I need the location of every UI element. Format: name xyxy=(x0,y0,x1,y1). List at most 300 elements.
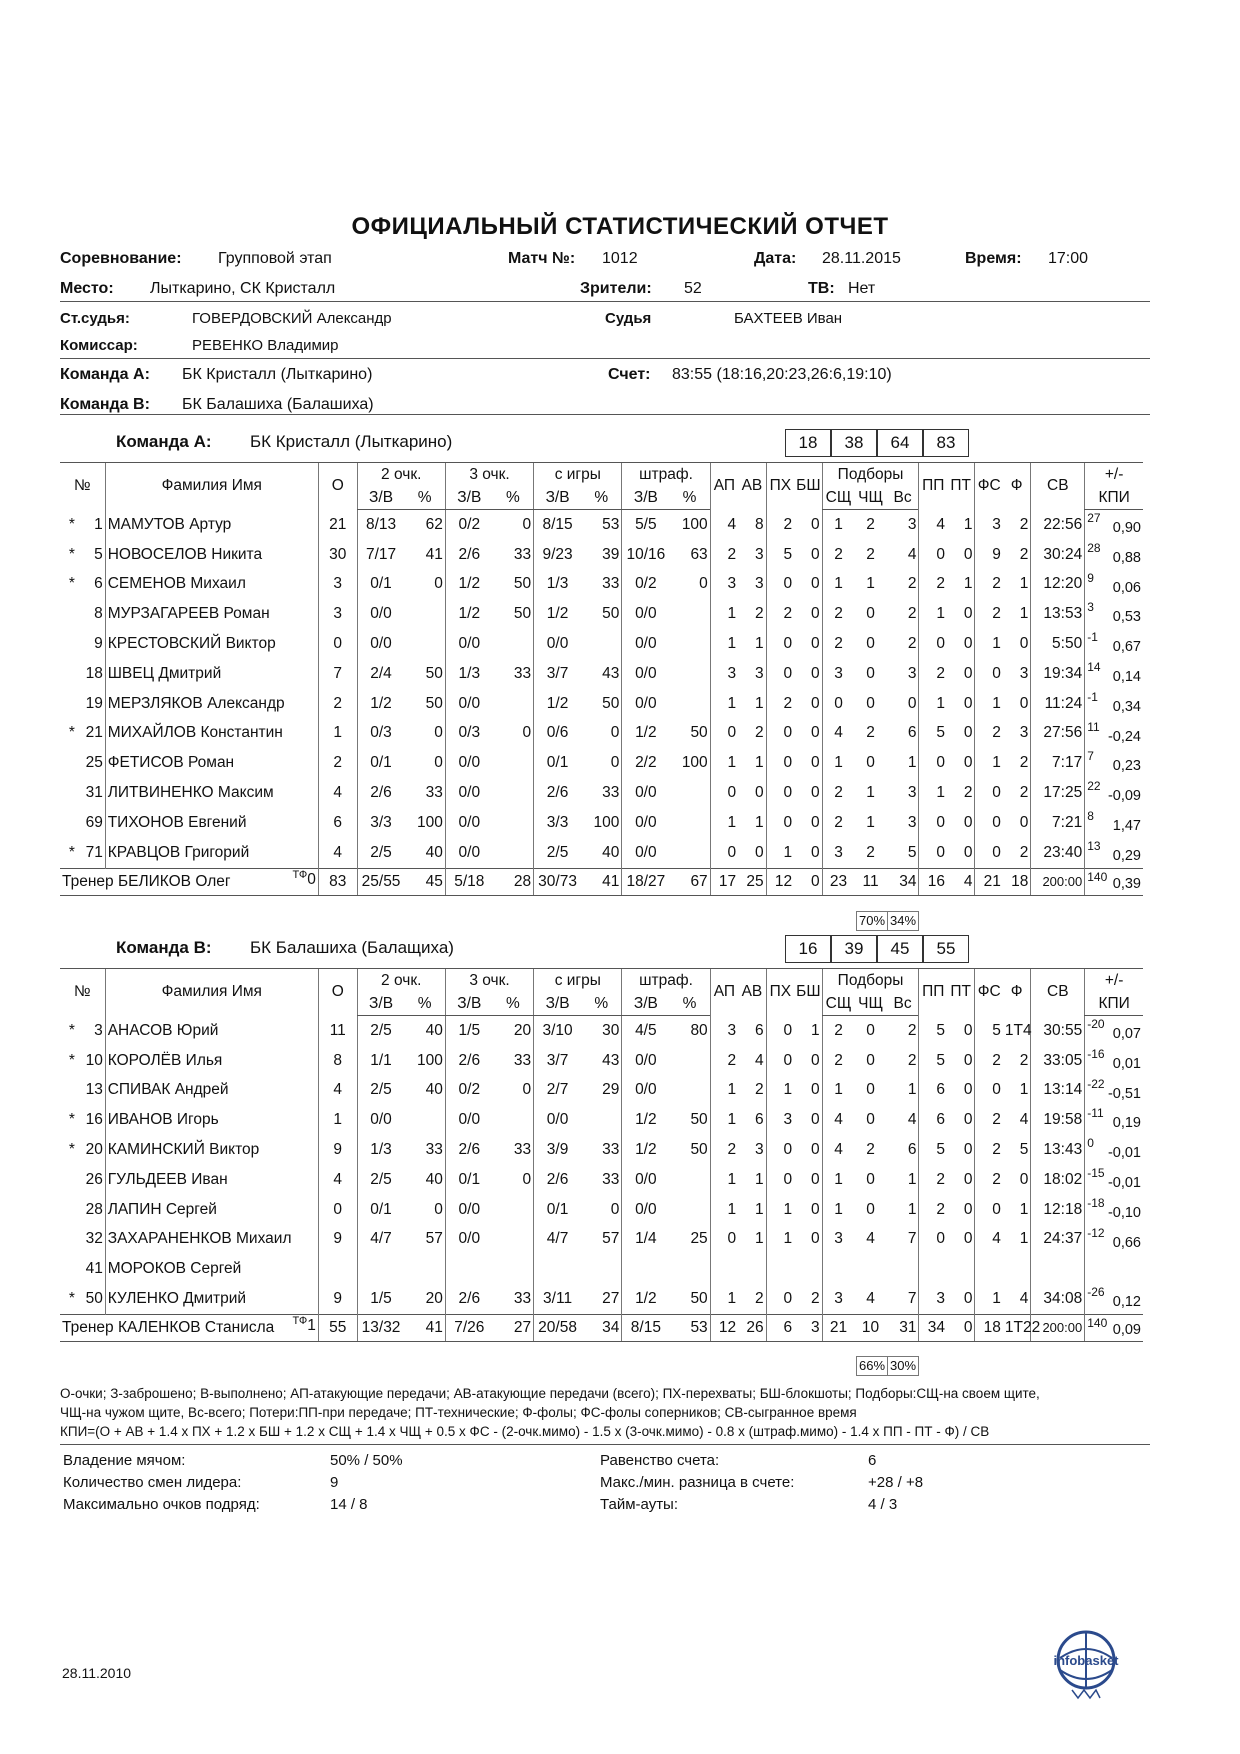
player-tov-pass: 4 xyxy=(919,510,947,540)
player-dreb: 1 xyxy=(822,1195,854,1225)
player-points: 11 xyxy=(318,1016,357,1046)
player-pf: 4 xyxy=(1019,1111,1029,1129)
player-3pt-pct xyxy=(493,778,534,808)
total-ast-all: 26 xyxy=(738,1314,766,1341)
player-tov-pass: 2 xyxy=(919,659,947,689)
player-ast: 0 xyxy=(710,838,738,868)
player-row xyxy=(60,689,1143,719)
player-2pt-pct: 40 xyxy=(425,1021,443,1039)
player-ft: 1/2 xyxy=(622,719,669,749)
total-fg-pct: 41 xyxy=(581,868,622,895)
player-minutes: 17:25 xyxy=(1031,778,1085,808)
player-number: 32 xyxy=(85,1230,103,1248)
player-oreb xyxy=(854,1254,886,1284)
player-ft-pct: 100 xyxy=(681,754,708,772)
player-oreb: 1 xyxy=(866,575,875,593)
starter-mark xyxy=(60,1225,84,1255)
player-treb: 0 xyxy=(907,694,917,712)
player-kpi: 0,12 xyxy=(1112,1294,1141,1311)
total-ast: 17 xyxy=(710,868,738,895)
player-fg: 4/7 xyxy=(534,1225,581,1255)
player-points xyxy=(318,1254,357,1284)
player-name: МЕРЗЛЯКОВ Александр xyxy=(105,689,318,719)
player-ft: 1/4 xyxy=(622,1225,669,1255)
player-fg: 8/15 xyxy=(534,510,581,540)
starter-mark: * xyxy=(68,545,75,563)
player-number: 71 xyxy=(85,843,103,861)
player-blk: 0 xyxy=(811,784,820,802)
player-ast-all: 2 xyxy=(755,724,764,742)
player-dreb: 2 xyxy=(822,540,854,570)
player-points: 9 xyxy=(318,1284,357,1314)
player-kpi: 0,07 xyxy=(1112,1026,1141,1042)
player-dreb: 1 xyxy=(822,570,854,600)
player-tov-tech: 0 xyxy=(963,1230,973,1248)
player-2pt: 1/2 xyxy=(357,689,404,719)
player-points: 4 xyxy=(318,838,357,868)
player-oreb: 0 xyxy=(866,694,875,712)
player-blk: 0 xyxy=(811,1200,820,1218)
player-minutes: 19:58 xyxy=(1031,1105,1085,1135)
player-3pt: 2/6 xyxy=(445,540,492,570)
player-ast: 1 xyxy=(710,808,738,838)
starter-mark: * xyxy=(68,1111,75,1129)
player-fg-pct: 33 xyxy=(602,575,620,593)
player-fg: 2/6 xyxy=(534,778,581,808)
team-b-q3: 45 xyxy=(877,935,923,963)
player-ast: 1 xyxy=(710,1076,738,1106)
total-kpi: 0,39 xyxy=(1112,875,1141,892)
player-3pt-pct xyxy=(493,1225,534,1255)
player-treb: 1 xyxy=(907,1081,917,1099)
player-fg-pct: 39 xyxy=(602,545,620,563)
player-row xyxy=(60,659,1143,689)
total-dreb: 21 xyxy=(822,1314,854,1341)
col-treb: Вс xyxy=(887,486,919,510)
player-2pt-pct: 0 xyxy=(434,724,443,742)
col-fg: с игры xyxy=(534,463,622,487)
player-pm-kpi xyxy=(1085,1076,1143,1106)
player-number: 16 xyxy=(85,1111,103,1129)
player-row xyxy=(60,1135,1143,1165)
player-points: 2 xyxy=(318,748,357,778)
player-ft: 0/2 xyxy=(622,570,669,600)
player-3pt-pct xyxy=(493,838,534,868)
player-ast: 4 xyxy=(710,510,738,540)
player-number: 28 xyxy=(85,1200,103,1218)
col-tov-tech: ПТ xyxy=(947,463,975,510)
place-label: Место: xyxy=(60,280,114,297)
starter-mark xyxy=(60,689,84,719)
player-2pt: 2/6 xyxy=(357,778,404,808)
player-row xyxy=(60,1284,1143,1314)
player-treb: 4 xyxy=(907,545,917,563)
legend-line-3: КПИ=(О + АВ + 1.4 x ПХ + 1.2 x БШ + 1.2 x СЩ + 1.4 x ЧЩ + 0.5 x ФС - (2-очк.мимо) - 1.5 x (3-очк.мимо) - 0.8 x (штраф.мимо) - 1.4 x ПП - ПТ - Ф) / СВ xyxy=(60,1424,990,1439)
legend-divider xyxy=(60,1444,1150,1445)
player-pm-kpi xyxy=(1085,1165,1143,1195)
player-3pt-pct xyxy=(493,629,534,659)
player-stl: 0 xyxy=(766,659,794,689)
player-tov-tech: 1 xyxy=(963,515,973,533)
player-3pt: 1/3 xyxy=(445,659,492,689)
player-oreb: 0 xyxy=(866,1021,875,1039)
player-name: ГУЛЬДЕЕВ Иван xyxy=(105,1165,318,1195)
player-pm-kpi xyxy=(1085,748,1143,778)
player-plus-minus: -1 xyxy=(1087,630,1098,645)
time-value: 17:00 xyxy=(1048,250,1089,267)
player-fd: 0 xyxy=(975,1076,1003,1106)
player-fd: 5 xyxy=(975,1016,1003,1046)
col-min: СВ xyxy=(1031,969,1085,1016)
player-name: ЗАХАРАНЕНКОВ Михаил xyxy=(105,1225,318,1255)
team-a-value: БК Кристалл (Лыткарино) xyxy=(182,366,373,383)
player-tov-tech: 0 xyxy=(963,605,973,623)
player-tov-tech: 0 xyxy=(963,813,973,831)
col-stl: ПХ xyxy=(766,969,794,1016)
total-3pt: 5/18 xyxy=(445,868,492,895)
date-value: 28.11.2015 xyxy=(822,250,901,267)
player-plus-minus: 3 xyxy=(1087,600,1094,615)
player-dreb: 2 xyxy=(822,629,854,659)
player-pf: 1 xyxy=(1019,1200,1029,1218)
player-oreb: 0 xyxy=(866,1170,875,1188)
player-fg: 0/1 xyxy=(534,748,581,778)
player-pm-kpi xyxy=(1085,689,1143,719)
col-dreb: СЩ xyxy=(822,992,854,1016)
player-dreb: 2 xyxy=(822,808,854,838)
player-stl: 0 xyxy=(766,1284,794,1314)
player-ft-pct: 50 xyxy=(690,1290,708,1308)
player-minutes: 12:20 xyxy=(1031,570,1085,600)
player-2pt: 2/5 xyxy=(357,1076,404,1106)
player-name: ШВЕЦ Дмитрий xyxy=(105,659,318,689)
player-ft xyxy=(622,1254,669,1284)
player-row xyxy=(60,629,1143,659)
player-stl: 2 xyxy=(766,510,794,540)
col-three-made: З/В xyxy=(445,486,492,510)
player-fg: 3/7 xyxy=(534,659,581,689)
player-pm-kpi xyxy=(1085,629,1143,659)
player-2pt-pct xyxy=(404,599,445,629)
player-kpi: 0,06 xyxy=(1112,579,1141,596)
col-pts: О xyxy=(318,463,357,510)
player-3pt-pct: 33 xyxy=(513,1051,532,1069)
player-dreb: 1 xyxy=(822,1076,854,1106)
starter-mark xyxy=(60,778,84,808)
player-treb: 2 xyxy=(907,1051,917,1069)
player-fg: 2/7 xyxy=(534,1076,581,1106)
player-minutes: 7:17 xyxy=(1031,748,1085,778)
team-a-label: Команда А: xyxy=(60,366,150,383)
player-2pt-pct: 62 xyxy=(425,515,443,533)
player-ft: 0/0 xyxy=(622,778,669,808)
player-dreb: 0 xyxy=(822,689,854,719)
starter-mark xyxy=(60,808,84,838)
player-2pt: 1/5 xyxy=(357,1284,404,1314)
player-2pt-pct: 33 xyxy=(425,1141,443,1159)
infobasket-logo xyxy=(1050,1620,1122,1705)
player-ast: 1 xyxy=(710,1195,738,1225)
player-row xyxy=(60,1165,1143,1195)
player-blk: 0 xyxy=(811,515,820,533)
player-pm-kpi xyxy=(1085,570,1143,600)
player-fg-pct: 43 xyxy=(602,664,620,682)
player-plus-minus: -12 xyxy=(1087,1225,1105,1240)
total-blk: 3 xyxy=(794,1314,822,1341)
col-two: 2 очк. xyxy=(357,463,445,487)
player-ft: 0/0 xyxy=(622,808,669,838)
player-blk: 0 xyxy=(811,1170,820,1188)
total-kpi: 0,09 xyxy=(1112,1321,1141,1338)
report-title: ОФИЦИАЛЬНЫЙ СТАТИСТИЧЕСКИЙ ОТЧЕТ xyxy=(351,213,889,240)
player-treb: 7 xyxy=(907,1290,917,1308)
player-number: 50 xyxy=(85,1290,103,1308)
player-kpi: 0,29 xyxy=(1112,847,1141,864)
player-fd: 2 xyxy=(975,599,1003,629)
col-pm: +/- xyxy=(1085,463,1143,487)
player-pf: 2 xyxy=(1019,784,1029,802)
player-oreb: 0 xyxy=(866,1111,875,1129)
player-blk: 0 xyxy=(811,813,820,831)
player-number: 69 xyxy=(85,813,103,831)
time-label: Время: xyxy=(965,250,1022,267)
possession-label: Владение мячом: xyxy=(63,1452,186,1469)
player-ast-all: 4 xyxy=(755,1051,764,1069)
team-a-heading-name: БК Кристалл (Лыткарино) xyxy=(250,432,453,451)
player-ft-pct xyxy=(669,778,710,808)
player-treb: 1 xyxy=(907,754,917,772)
player-minutes: 18:02 xyxy=(1031,1165,1085,1195)
player-3pt xyxy=(445,1254,492,1284)
player-fd: 1 xyxy=(975,689,1003,719)
player-minutes xyxy=(1031,1254,1085,1284)
player-ast-all: 2 xyxy=(755,1081,764,1099)
player-fg-pct: 50 xyxy=(602,605,620,623)
player-plus-minus: 7 xyxy=(1087,749,1094,764)
player-fg: 2/5 xyxy=(534,838,581,868)
player-name: ЛИТВИНЕНКО Максим xyxy=(105,778,318,808)
player-name: ИВАНОВ Игорь xyxy=(105,1105,318,1135)
total-treb: 34 xyxy=(887,868,919,895)
player-kpi: 0,19 xyxy=(1112,1115,1141,1132)
player-2pt-pct: 100 xyxy=(417,1051,443,1069)
player-3pt-pct xyxy=(493,748,534,778)
player-ft-pct xyxy=(669,838,710,868)
player-ast-all: 3 xyxy=(755,545,764,563)
player-oreb: 2 xyxy=(866,515,875,533)
player-minutes: 12:18 xyxy=(1031,1195,1085,1225)
player-tov-tech: 0 xyxy=(963,1290,973,1308)
match-value: 1012 xyxy=(602,250,638,267)
commissioner-value: РЕВЕНКО Владимир xyxy=(192,337,339,354)
player-fg-pct: 33 xyxy=(602,1170,620,1188)
player-fg: 3/10 xyxy=(534,1016,581,1046)
commissioner-label: Комиссар: xyxy=(60,337,138,354)
player-treb: 3 xyxy=(907,813,917,831)
player-pf: 2 xyxy=(1019,754,1029,772)
player-pm-kpi xyxy=(1085,540,1143,570)
player-2pt: 0/3 xyxy=(357,719,404,749)
player-2pt: 3/3 xyxy=(357,808,404,838)
starter-mark xyxy=(60,659,84,689)
player-pf: 2 xyxy=(1019,545,1029,563)
player-points: 21 xyxy=(318,510,357,540)
col-ast: АП xyxy=(710,969,738,1016)
player-fg: 3/11 xyxy=(534,1284,581,1314)
player-3pt: 0/2 xyxy=(445,1076,492,1106)
player-blk: 0 xyxy=(811,575,820,593)
col-dreb: СЩ xyxy=(822,486,854,510)
player-points: 1 xyxy=(318,719,357,749)
player-dreb: 3 xyxy=(822,1225,854,1255)
player-fg-pct xyxy=(581,1254,622,1284)
starter-mark: * xyxy=(68,1290,75,1308)
col-no: № xyxy=(60,463,105,510)
team-a-q2: 38 xyxy=(831,429,877,457)
score-value: 83:55 (18:16,20:23,26:6,19:10) xyxy=(672,366,892,383)
player-pf: 2 xyxy=(1019,515,1029,533)
player-ft: 0/0 xyxy=(622,689,669,719)
player-name: ЛАПИН Сергей xyxy=(105,1195,318,1225)
col-blk: БШ xyxy=(794,969,822,1016)
player-ast: 1 xyxy=(710,629,738,659)
player-plus-minus: 27 xyxy=(1087,511,1101,525)
starter-mark: * xyxy=(68,515,75,533)
player-kpi: -0,09 xyxy=(1107,788,1141,805)
player-tov-pass: 0 xyxy=(919,838,947,868)
player-number: 5 xyxy=(94,545,103,563)
player-fg xyxy=(534,1254,581,1284)
player-2pt: 0/1 xyxy=(357,570,404,600)
total-plus-minus: 140 xyxy=(1087,1315,1108,1330)
player-fd: 2 xyxy=(975,1046,1003,1076)
player-2pt-pct: 50 xyxy=(425,664,443,682)
player-row xyxy=(60,599,1143,629)
player-number: 3 xyxy=(94,1021,103,1039)
player-3pt: 0/0 xyxy=(445,808,492,838)
player-pm-kpi xyxy=(1085,1225,1143,1255)
team-b-q2: 39 xyxy=(831,935,877,963)
player-3pt: 2/6 xyxy=(445,1046,492,1076)
player-number: 41 xyxy=(85,1260,103,1278)
player-fd: 0 xyxy=(975,778,1003,808)
team-b-q1: 16 xyxy=(785,935,831,963)
player-fg-pct: 33 xyxy=(602,1141,620,1159)
player-3pt: 0/0 xyxy=(445,748,492,778)
player-2pt-pct: 40 xyxy=(425,843,443,861)
team-a-q1: 18 xyxy=(785,429,831,457)
player-kpi: 0,67 xyxy=(1112,639,1141,656)
player-ast-all: 1 xyxy=(755,813,764,831)
player-plus-minus: 14 xyxy=(1087,659,1101,674)
player-fg: 0/0 xyxy=(534,629,581,659)
player-blk: 1 xyxy=(811,1021,820,1039)
player-row xyxy=(60,1105,1143,1135)
col-tov-tech: ПТ xyxy=(947,969,975,1016)
total-stl: 6 xyxy=(766,1314,794,1341)
starter-mark: * xyxy=(68,1141,75,1159)
player-dreb: 3 xyxy=(822,838,854,868)
player-fg-pct: 29 xyxy=(602,1081,620,1099)
player-treb: 5 xyxy=(907,843,917,861)
player-2pt-pct: 0 xyxy=(434,575,443,593)
player-fd: 2 xyxy=(975,570,1003,600)
player-fg-pct: 0 xyxy=(610,1200,620,1218)
col-ft: штраф. xyxy=(622,463,710,487)
player-3pt-pct: 0 xyxy=(522,1081,532,1099)
player-name: КРАВЦОВ Григорий xyxy=(105,838,318,868)
player-fg-pct: 50 xyxy=(602,694,620,712)
player-ast-all: 0 xyxy=(755,843,764,861)
player-3pt: 0/0 xyxy=(445,778,492,808)
col-tov-pass: ПП xyxy=(919,463,947,510)
competition-value: Групповой этап xyxy=(218,250,332,267)
player-fg: 9/23 xyxy=(534,540,581,570)
col-name: Фамилия Имя xyxy=(105,463,318,510)
player-2pt: 7/17 xyxy=(357,540,404,570)
col-three: 3 очк. xyxy=(445,463,533,487)
col-two: 2 очк. xyxy=(357,969,445,993)
total-minutes: 200:00 xyxy=(1031,868,1085,895)
total-2pt-pct: 45 xyxy=(404,868,445,895)
player-tov-tech: 2 xyxy=(963,784,973,802)
player-blk: 0 xyxy=(811,664,820,682)
player-points: 4 xyxy=(318,1165,357,1195)
player-tov-pass: 0 xyxy=(919,748,947,778)
player-oreb: 2 xyxy=(866,1141,875,1159)
player-ast-all: 1 xyxy=(755,694,764,712)
player-kpi: -0,24 xyxy=(1107,728,1141,745)
player-number: 10 xyxy=(85,1051,103,1069)
total-ast: 12 xyxy=(710,1314,738,1341)
possession-value: 50% / 50% xyxy=(330,1452,403,1469)
score-label: Счет: xyxy=(608,366,651,383)
player-treb: 2 xyxy=(907,605,917,623)
teams-divider xyxy=(60,414,1150,415)
player-plus-minus: 22 xyxy=(1087,779,1101,794)
player-plus-minus: 28 xyxy=(1087,540,1101,555)
player-minutes: 19:34 xyxy=(1031,659,1085,689)
player-plus-minus: 9 xyxy=(1087,570,1094,585)
player-2pt: 1/1 xyxy=(357,1046,404,1076)
player-2pt-pct xyxy=(404,1254,445,1284)
player-pm-kpi xyxy=(1085,1135,1143,1165)
player-dreb: 2 xyxy=(822,599,854,629)
total-3pt-pct: 28 xyxy=(493,868,534,895)
player-blk: 0 xyxy=(811,1051,820,1069)
max-run-label: Максимально очков подряд: xyxy=(63,1496,260,1513)
starter-mark xyxy=(60,748,84,778)
player-row xyxy=(60,1076,1143,1106)
player-row xyxy=(60,1195,1143,1225)
col-three: 3 очк. xyxy=(445,969,533,993)
col-fd: ФС xyxy=(975,463,1003,510)
col-min: СВ xyxy=(1031,463,1085,510)
player-fg-pct: 0 xyxy=(610,724,620,742)
player-2pt: 2/5 xyxy=(357,1165,404,1195)
player-2pt: 2/5 xyxy=(357,838,404,868)
total-blk: 0 xyxy=(794,868,822,895)
player-3pt-pct xyxy=(493,689,534,719)
col-two-pct: % xyxy=(404,992,445,1016)
player-tov-pass: 5 xyxy=(919,1135,947,1165)
starter-mark: * xyxy=(68,1051,75,1069)
player-oreb: 0 xyxy=(866,664,875,682)
player-dreb xyxy=(822,1254,854,1284)
total-3pt-pct: 27 xyxy=(493,1314,534,1341)
player-3pt: 0/0 xyxy=(445,1225,492,1255)
player-number: 1 xyxy=(94,515,103,533)
